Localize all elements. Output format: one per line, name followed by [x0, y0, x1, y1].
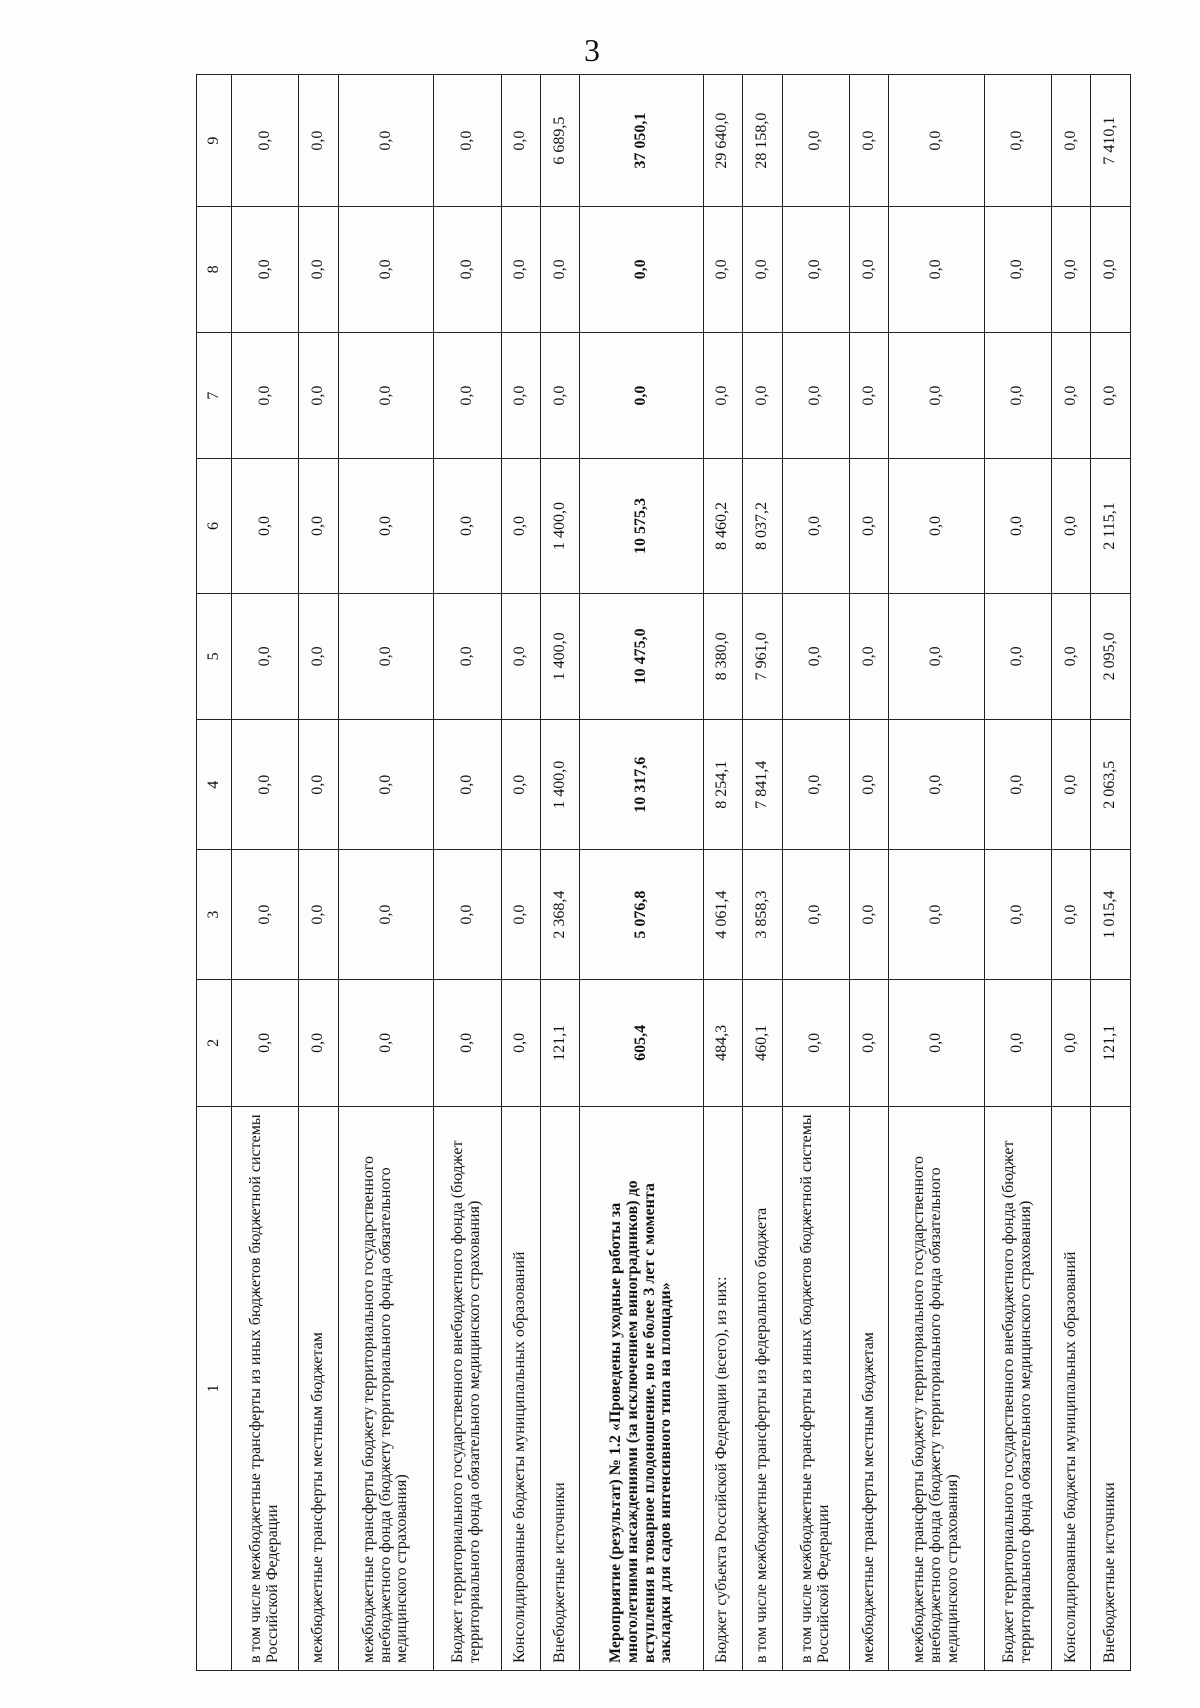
- value-cell: 5 076,8: [580, 850, 703, 980]
- value-cell: 0,0: [299, 459, 338, 593]
- value-cell: 2 095,0: [1091, 593, 1131, 720]
- value-cell: 0,0: [501, 980, 540, 1107]
- value-cell: 0,0: [501, 207, 540, 333]
- value-cell: 0,0: [434, 75, 501, 207]
- table-row: [540, 75, 579, 1671]
- value-cell: 0,0: [1052, 850, 1091, 980]
- row-label-cell: межбюджетные трансферты бюджету территориального государственного внебюджетного фонда (бюджету территориального фонда обязательного медицинского страхования): [338, 1106, 433, 1670]
- value-cell: 29 640,0: [703, 75, 742, 207]
- value-cell: 0,0: [232, 850, 299, 980]
- value-cell: 0,0: [1052, 980, 1091, 1107]
- table-row: [580, 75, 703, 1671]
- value-cell: 0,0: [434, 980, 501, 1107]
- value-cell: 37 050,1: [580, 75, 703, 207]
- table-row: [889, 75, 984, 1671]
- value-cell: 10 317,6: [580, 720, 703, 850]
- table-row: [743, 75, 782, 1671]
- value-cell: 0,0: [1091, 332, 1131, 459]
- value-cell: 0,0: [782, 593, 849, 720]
- table-row: [984, 75, 1051, 1671]
- value-cell: 0,0: [232, 980, 299, 1107]
- value-cell: 0,0: [889, 332, 984, 459]
- column-header-8: 8: [197, 207, 232, 333]
- column-header-9: 9: [197, 75, 232, 207]
- value-cell: 0,0: [299, 332, 338, 459]
- value-cell: 0,0: [434, 850, 501, 980]
- value-cell: 10 475,0: [580, 593, 703, 720]
- budget-table: [196, 74, 1131, 1671]
- value-cell: 0,0: [782, 75, 849, 207]
- value-cell: 0,0: [501, 459, 540, 593]
- column-header-1: 1: [197, 1106, 232, 1670]
- row-label-cell: в том числе межбюджетные трансферты из иных бюджетов бюджетной системы Российской Федерации: [232, 1106, 299, 1670]
- value-cell: 0,0: [338, 720, 433, 850]
- column-header-5: 5: [197, 593, 232, 720]
- value-cell: 0,0: [434, 593, 501, 720]
- value-cell: 0,0: [232, 593, 299, 720]
- rotated-table-frame: [196, 74, 1131, 1671]
- value-cell: 121,1: [1091, 980, 1131, 1107]
- value-cell: 0,0: [501, 332, 540, 459]
- value-cell: 0,0: [782, 720, 849, 850]
- column-header-4: 4: [197, 720, 232, 850]
- value-cell: 0,0: [1052, 720, 1091, 850]
- value-cell: 0,0: [501, 593, 540, 720]
- table-header-row: [197, 75, 232, 1671]
- value-cell: 7 841,4: [743, 720, 782, 850]
- value-cell: 0,0: [782, 332, 849, 459]
- value-cell: 1 015,4: [1091, 850, 1131, 980]
- value-cell: 0,0: [299, 980, 338, 1107]
- value-cell: 121,1: [540, 980, 579, 1107]
- row-label-cell: Бюджет территориального государственного внебюджетного фонда (бюджет территориального фонда обязательного медицинского страхования): [434, 1106, 501, 1670]
- table-row: [299, 75, 338, 1671]
- value-cell: 0,0: [889, 980, 984, 1107]
- value-cell: 0,0: [299, 75, 338, 207]
- value-cell: 0,0: [782, 459, 849, 593]
- value-cell: 0,0: [889, 75, 984, 207]
- value-cell: 0,0: [501, 75, 540, 207]
- value-cell: 0,0: [889, 207, 984, 333]
- value-cell: 0,0: [580, 332, 703, 459]
- value-cell: 8 380,0: [703, 593, 742, 720]
- value-cell: 0,0: [299, 207, 338, 333]
- value-cell: 0,0: [849, 207, 888, 333]
- value-cell: 0,0: [849, 850, 888, 980]
- value-cell: 1 400,0: [540, 720, 579, 850]
- value-cell: 0,0: [1052, 207, 1091, 333]
- value-cell: 0,0: [338, 207, 433, 333]
- value-cell: 0,0: [984, 593, 1051, 720]
- value-cell: 8 037,2: [743, 459, 782, 593]
- value-cell: 0,0: [849, 332, 888, 459]
- value-cell: 0,0: [889, 720, 984, 850]
- value-cell: 0,0: [889, 459, 984, 593]
- value-cell: 0,0: [299, 850, 338, 980]
- table-body: [232, 75, 1131, 1671]
- value-cell: 0,0: [984, 207, 1051, 333]
- value-cell: 0,0: [434, 459, 501, 593]
- row-label-cell: Внебюджетные источники: [540, 1106, 579, 1670]
- value-cell: 0,0: [338, 980, 433, 1107]
- value-cell: 7 961,0: [743, 593, 782, 720]
- value-cell: 3 858,3: [743, 850, 782, 980]
- value-cell: 4 061,4: [703, 850, 742, 980]
- table-row: [1091, 75, 1131, 1671]
- value-cell: 0,0: [782, 980, 849, 1107]
- value-cell: 0,0: [338, 332, 433, 459]
- value-cell: 0,0: [889, 850, 984, 980]
- value-cell: 0,0: [849, 720, 888, 850]
- table-row: [1052, 75, 1091, 1671]
- value-cell: 484,3: [703, 980, 742, 1107]
- table-container: [196, 74, 1131, 1671]
- value-cell: 0,0: [232, 720, 299, 850]
- value-cell: 8 460,2: [703, 459, 742, 593]
- value-cell: 2 115,1: [1091, 459, 1131, 593]
- value-cell: 1 400,0: [540, 459, 579, 593]
- value-cell: 0,0: [849, 593, 888, 720]
- value-cell: 0,0: [782, 850, 849, 980]
- value-cell: 0,0: [501, 720, 540, 850]
- table-row: [232, 75, 299, 1671]
- table-row: [338, 75, 433, 1671]
- value-cell: 605,4: [580, 980, 703, 1107]
- value-cell: 0,0: [782, 207, 849, 333]
- row-label-cell: в том числе межбюджетные трансферты из федерального бюджета: [743, 1106, 782, 1670]
- column-header-6: 6: [197, 459, 232, 593]
- value-cell: 0,0: [1052, 459, 1091, 593]
- row-label-cell: Бюджет субъекта Российской Федерации (всего), из них:: [703, 1106, 742, 1670]
- row-label-cell: межбюджетные трансферты бюджету территориального государственного внебюджетного фонда (бюджету территориального фонда обязательного медицинского страхования): [889, 1106, 984, 1670]
- value-cell: 0,0: [1052, 593, 1091, 720]
- value-cell: 0,0: [501, 850, 540, 980]
- value-cell: 0,0: [540, 207, 579, 333]
- value-cell: 2 063,5: [1091, 720, 1131, 850]
- value-cell: 0,0: [849, 459, 888, 593]
- row-label-cell: Консолидированные бюджеты муниципальных образований: [501, 1106, 540, 1670]
- value-cell: 0,0: [984, 459, 1051, 593]
- value-cell: 0,0: [232, 459, 299, 593]
- value-cell: 0,0: [232, 75, 299, 207]
- value-cell: 6 689,5: [540, 75, 579, 207]
- table-row: [849, 75, 888, 1671]
- value-cell: 0,0: [580, 207, 703, 333]
- value-cell: 0,0: [984, 850, 1051, 980]
- row-label-cell: Консолидированные бюджеты муниципальных образований: [1052, 1106, 1091, 1670]
- value-cell: 0,0: [299, 720, 338, 850]
- value-cell: 0,0: [232, 332, 299, 459]
- row-label-cell: Бюджет территориального государственного внебюджетного фонда (бюджет территориального фонда обязательного медицинского страхования): [984, 1106, 1051, 1670]
- value-cell: 0,0: [743, 207, 782, 333]
- value-cell: 0,0: [743, 332, 782, 459]
- value-cell: 7 410,1: [1091, 75, 1131, 207]
- value-cell: 0,0: [540, 332, 579, 459]
- row-label-cell: межбюджетные трансферты местным бюджетам: [849, 1106, 888, 1670]
- value-cell: 460,1: [743, 980, 782, 1107]
- value-cell: 0,0: [1052, 75, 1091, 207]
- value-cell: 0,0: [984, 980, 1051, 1107]
- row-label-cell: межбюджетные трансферты местным бюджетам: [299, 1106, 338, 1670]
- value-cell: 0,0: [889, 593, 984, 720]
- value-cell: 0,0: [984, 720, 1051, 850]
- value-cell: 0,0: [338, 459, 433, 593]
- value-cell: 0,0: [338, 850, 433, 980]
- value-cell: 0,0: [703, 332, 742, 459]
- row-label-cell: в том числе межбюджетные трансферты из иных бюджетов бюджетной системы Российской Федерации: [782, 1106, 849, 1670]
- value-cell: 1 400,0: [540, 593, 579, 720]
- value-cell: 0,0: [232, 207, 299, 333]
- table-row: [501, 75, 540, 1671]
- column-header-3: 3: [197, 850, 232, 980]
- table-row: [782, 75, 849, 1671]
- value-cell: 0,0: [1052, 332, 1091, 459]
- row-label-cell: Мероприятие (результат) № 1.2 «Проведены уходные работы за многолетними насаждениями (за исключением виноградников) до вступления в товарное плодоношение, но не более 3 лет с момента закладки для садов интенсивного типа на площади»: [580, 1106, 703, 1670]
- value-cell: 8 254,1: [703, 720, 742, 850]
- value-cell: 0,0: [849, 980, 888, 1107]
- value-cell: 0,0: [434, 720, 501, 850]
- value-cell: 0,0: [434, 332, 501, 459]
- value-cell: 0,0: [338, 593, 433, 720]
- table-row: [434, 75, 501, 1671]
- value-cell: 0,0: [984, 332, 1051, 459]
- value-cell: 0,0: [703, 207, 742, 333]
- value-cell: 0,0: [984, 75, 1051, 207]
- column-header-2: 2: [197, 980, 232, 1107]
- value-cell: 28 158,0: [743, 75, 782, 207]
- value-cell: 0,0: [849, 75, 888, 207]
- value-cell: 0,0: [434, 207, 501, 333]
- value-cell: 0,0: [338, 75, 433, 207]
- page-number: 3: [584, 32, 600, 68]
- table-row: [703, 75, 742, 1671]
- value-cell: 2 368,4: [540, 850, 579, 980]
- value-cell: 10 575,3: [580, 459, 703, 593]
- value-cell: 0,0: [299, 593, 338, 720]
- value-cell: 0,0: [1091, 207, 1131, 333]
- column-header-7: 7: [197, 332, 232, 459]
- row-label-cell: Внебюджетные источники: [1091, 1106, 1131, 1670]
